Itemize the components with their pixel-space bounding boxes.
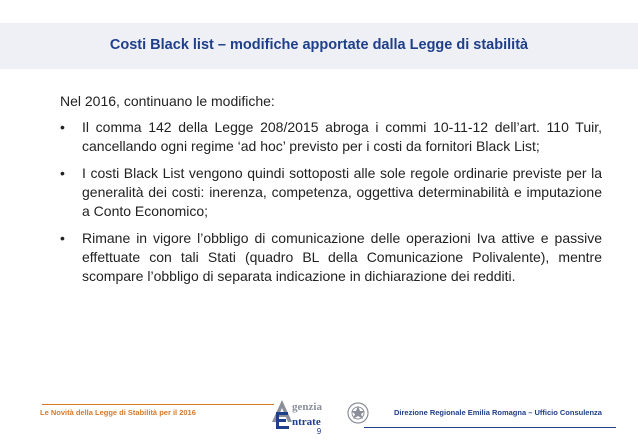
bullet-item (60, 164, 602, 221)
intro-text: Nel 2016, continuano le modifiche: (60, 93, 275, 109)
logo-line1: genzia (292, 401, 322, 413)
bullet-icon: • (60, 119, 65, 135)
slide-content (60, 92, 602, 294)
footer-divider-left (42, 404, 274, 405)
bullet-text: Rimane in vigore l’obbligo di comunicazione delle operazioni Iva attive e passive effettuate con tali Stati (quadro BL della Comunicazione Polivalente), mentre scompare l’obbligo di separata indicazione in dichiarazione dei redditi. (82, 230, 602, 284)
slide-title: Costi Black list – modifiche apportate dalla Legge di stabilità (109, 37, 529, 53)
bullet-icon: • (60, 230, 65, 246)
footer-left-text: Le Novità della Legge di Stabilità per il 2016 (40, 408, 196, 417)
bullet-item (60, 118, 602, 156)
bullet-text: I costi Black List vengono quindi sottoposti alle sole regole ordinarie previste per la generalità dei costi: inerenza, competenza, oggettiva determinabilità e imputazione a Conto Economico; (82, 165, 602, 219)
bullet-icon: • (60, 165, 65, 181)
bullet-text: Il comma 142 della Legge 208/2015 abroga i commi 10-11-12 dell’art. 110 Tuir, cancellando ogni regime ‘ad hoc’ previsto per i costi da fornitori Black List; (82, 119, 602, 154)
agenzia-entrate-logo-icon (266, 396, 376, 430)
logo-line2: ntrate (292, 416, 321, 428)
footer-divider-right (364, 427, 616, 428)
bullet-list (60, 118, 602, 286)
bullet-item (60, 229, 602, 286)
footer-right-text: Direzione Regionale Emilia Romagna – Ufficio Consulenza (394, 408, 602, 417)
page-number: 9 (316, 427, 322, 436)
